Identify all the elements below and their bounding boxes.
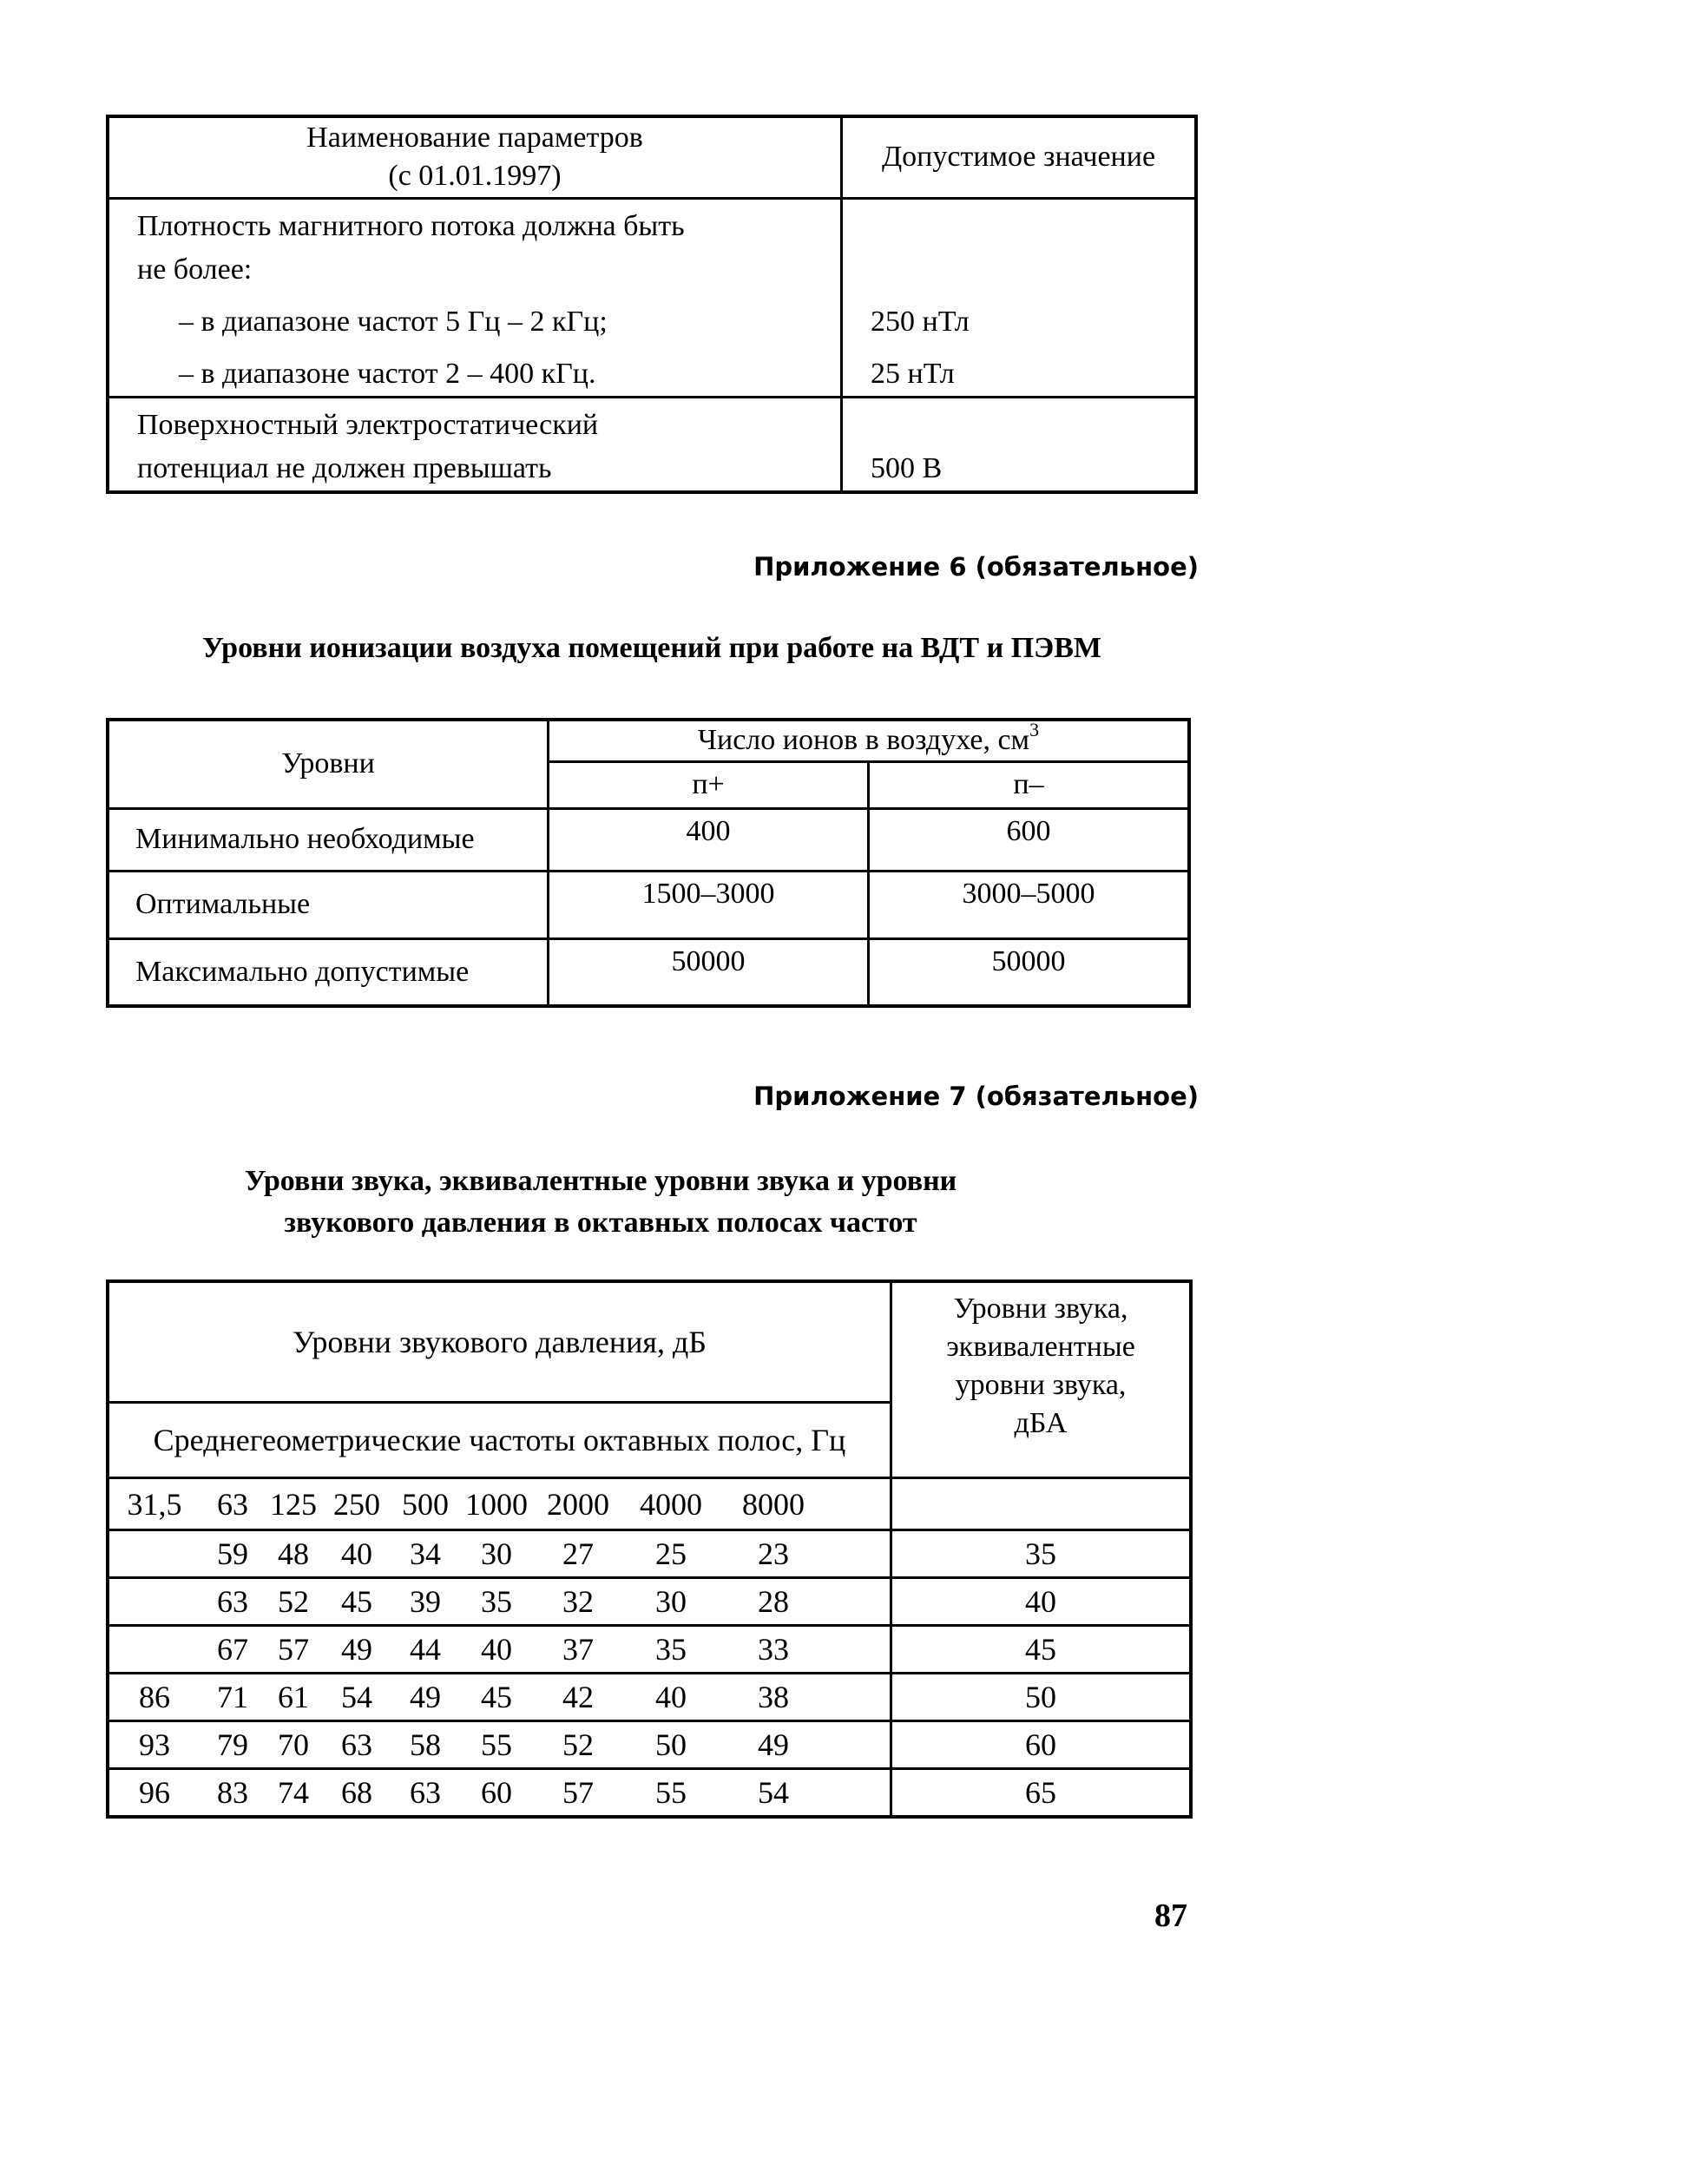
pressure-value: 57 — [562, 1774, 594, 1810]
header-dba-line: дБА — [1014, 1407, 1068, 1439]
frequency-label: 1000 — [465, 1486, 528, 1522]
pressure-value: 52 — [278, 1584, 309, 1619]
neg-value: 3000–5000 — [869, 871, 1190, 938]
pressure-value: 44 — [410, 1632, 441, 1667]
pressure-value: 40 — [655, 1680, 687, 1714]
header-pos-cell — [549, 761, 869, 808]
table-row — [108, 871, 1189, 938]
pressure-value: 83 — [217, 1774, 248, 1810]
pressure-value: 32 — [562, 1584, 594, 1619]
table-row — [108, 808, 1189, 871]
header-pressure: Уровни звукового давления, дБ — [293, 1325, 707, 1359]
table-row — [108, 1578, 1191, 1626]
pressure-value: 63 — [341, 1727, 372, 1762]
pressure-value: 34 — [410, 1536, 441, 1571]
neg-value: 50000 — [869, 938, 1190, 1006]
pressure-value: 35 — [655, 1632, 687, 1667]
pos-value: 50000 — [549, 938, 869, 1006]
pressure-value: 96 — [139, 1774, 170, 1810]
pressure-value: 60 — [481, 1774, 512, 1810]
table-row — [108, 1674, 1191, 1721]
pressure-value: 55 — [655, 1774, 687, 1810]
header-dba-line: уровни звука, — [955, 1369, 1127, 1401]
dba-value: 40 — [891, 1578, 1192, 1626]
pressure-value: 45 — [481, 1680, 512, 1714]
flux-value-cell — [842, 198, 1197, 397]
header-levels: Уровни — [281, 747, 375, 780]
dba-value: 50 — [891, 1674, 1192, 1721]
header-pressure-cell — [108, 1281, 891, 1403]
sound-levels-table — [106, 1279, 1193, 1819]
header-dba-line: эквивалентные — [946, 1331, 1135, 1363]
pressure-value: 30 — [655, 1584, 687, 1619]
dba-value: 60 — [891, 1721, 1192, 1769]
pressure-value: 59 — [217, 1536, 248, 1571]
pos-value: 1500–3000 — [549, 871, 869, 938]
pressure-value: 52 — [562, 1727, 594, 1762]
appendix7-title-line2: звукового давления в октавных полосах частот — [284, 1207, 917, 1239]
header-ions-cell — [549, 720, 1190, 761]
header-pos: п+ — [692, 768, 725, 800]
potential-line1: Поверхностный электростатический — [137, 408, 599, 441]
potential-value: 500 В — [871, 451, 943, 484]
flux-param-cell — [108, 198, 842, 397]
dba-value: 65 — [891, 1769, 1192, 1817]
flux-title-line1: Плотность магнитного потока должна быть — [137, 209, 685, 242]
pressure-value: 63 — [410, 1774, 441, 1810]
pressure-value: 39 — [410, 1584, 441, 1619]
flux-range1: – в диапазоне частот 5 Гц – 2 кГц; — [179, 305, 608, 338]
pressure-value: 38 — [758, 1680, 789, 1714]
level-name: Минимально необходимые — [108, 808, 549, 871]
frequency-row — [108, 1478, 1191, 1530]
appendix7-title — [106, 1161, 1095, 1244]
pressure-value: 57 — [278, 1632, 309, 1667]
pressure-values — [108, 1578, 891, 1626]
pressure-value: 61 — [278, 1680, 309, 1714]
pressure-values — [108, 1721, 891, 1769]
table-row — [108, 1769, 1191, 1817]
pressure-value: 74 — [278, 1774, 309, 1810]
header-neg: п– — [1013, 768, 1044, 800]
pressure-value: 45 — [341, 1584, 372, 1619]
pressure-values — [108, 1626, 891, 1674]
table-row — [108, 1721, 1191, 1769]
table-row — [108, 938, 1189, 1006]
header-value-label: Допустимое значение — [881, 141, 1156, 174]
header-param-label: Наименование параметров — [306, 122, 643, 155]
flux-value1: 250 нТл — [871, 305, 970, 338]
potential-line2: потенциал не должен превышать — [137, 451, 552, 484]
frequency-label: 2000 — [547, 1486, 609, 1522]
pressure-value: 25 — [655, 1536, 687, 1571]
pressure-values — [108, 1674, 891, 1721]
header-freq: Среднегеометрические частоты октавных полос, Гц — [153, 1423, 846, 1457]
pressure-value: 30 — [481, 1536, 512, 1571]
pressure-value: 33 — [758, 1632, 789, 1667]
pressure-value: 63 — [217, 1584, 248, 1619]
flux-value2: 25 нТл — [871, 357, 955, 390]
potential-value-cell — [842, 397, 1197, 492]
header-dba-line: Уровни звука, — [953, 1293, 1128, 1325]
pressure-value: 42 — [562, 1680, 594, 1714]
flux-title-line2: не более: — [137, 253, 253, 286]
header-ions: Число ионов в воздухе, см — [697, 724, 1030, 757]
frequency-label: 125 — [270, 1486, 317, 1522]
appendix6-title: Уровни ионизации воздуха помещений при работе на ВДТ и ПЭВМ — [202, 632, 1101, 664]
frequency-label: 250 — [333, 1486, 380, 1522]
appendix6-label: Приложение 6 (обязательное) — [753, 552, 1199, 582]
pressure-value: 49 — [758, 1727, 789, 1762]
header-ions-sup: 3 — [1029, 719, 1040, 741]
frequency-label: 63 — [217, 1486, 248, 1522]
pressure-value: 27 — [562, 1536, 594, 1571]
table-row — [108, 1626, 1191, 1674]
pressure-value: 48 — [278, 1536, 309, 1571]
pressure-value: 71 — [217, 1680, 248, 1714]
pressure-value: 55 — [481, 1727, 512, 1762]
page-number: 87 — [1154, 1898, 1187, 1934]
pressure-value: 68 — [341, 1774, 372, 1810]
pressure-value: 28 — [758, 1584, 789, 1619]
pressure-value: 67 — [217, 1632, 248, 1667]
pressure-values — [108, 1530, 891, 1578]
frequency-label: 4000 — [640, 1486, 702, 1522]
pressure-value: 93 — [139, 1727, 170, 1762]
magnetic-parameters-table — [106, 115, 1198, 494]
pressure-value: 58 — [410, 1727, 441, 1762]
pressure-value: 54 — [341, 1680, 372, 1714]
appendix7-title-line1: Уровни звука, эквивалентные уровни звука и уровни — [244, 1165, 957, 1197]
pressure-value: 40 — [481, 1632, 512, 1667]
pressure-value: 70 — [278, 1727, 309, 1762]
dba-value: 35 — [891, 1530, 1192, 1578]
header-param-date: (с 01.01.1997) — [388, 160, 562, 193]
pressure-value: 86 — [139, 1680, 170, 1714]
pressure-value: 50 — [655, 1727, 687, 1762]
pressure-value: 49 — [341, 1632, 372, 1667]
pressure-value: 49 — [410, 1680, 441, 1714]
header-value-cell — [842, 116, 1197, 198]
pressure-values — [108, 1769, 891, 1817]
frequency-label: 8000 — [742, 1486, 805, 1522]
pressure-value: 23 — [758, 1536, 789, 1571]
pressure-value: 35 — [481, 1584, 512, 1619]
header-dba-cell — [891, 1281, 1192, 1478]
ionization-table — [106, 718, 1191, 1008]
header-param-cell — [108, 116, 842, 198]
pos-value: 400 — [549, 808, 869, 871]
potential-param-cell — [108, 397, 842, 492]
pressure-value: 37 — [562, 1632, 594, 1667]
header-levels-cell — [108, 720, 549, 808]
appendix7-label: Приложение 7 (обязательное) — [753, 1082, 1199, 1111]
header-neg-cell — [869, 761, 1190, 808]
pressure-value: 40 — [341, 1536, 372, 1571]
dba-value: 45 — [891, 1626, 1192, 1674]
table-row — [108, 1530, 1191, 1578]
level-name: Максимально допустимые — [108, 938, 549, 1006]
pressure-value: 79 — [217, 1727, 248, 1762]
level-name: Оптимальные — [108, 871, 549, 938]
pressure-value: 54 — [758, 1774, 789, 1810]
frequency-label: 31,5 — [127, 1486, 182, 1522]
header-freq-cell — [108, 1403, 891, 1478]
frequency-dba-empty — [891, 1478, 1192, 1530]
neg-value: 600 — [869, 808, 1190, 871]
frequency-values — [108, 1478, 891, 1530]
flux-range2: – в диапазоне частот 2 – 400 кГц. — [179, 357, 596, 390]
frequency-label: 500 — [402, 1486, 449, 1522]
